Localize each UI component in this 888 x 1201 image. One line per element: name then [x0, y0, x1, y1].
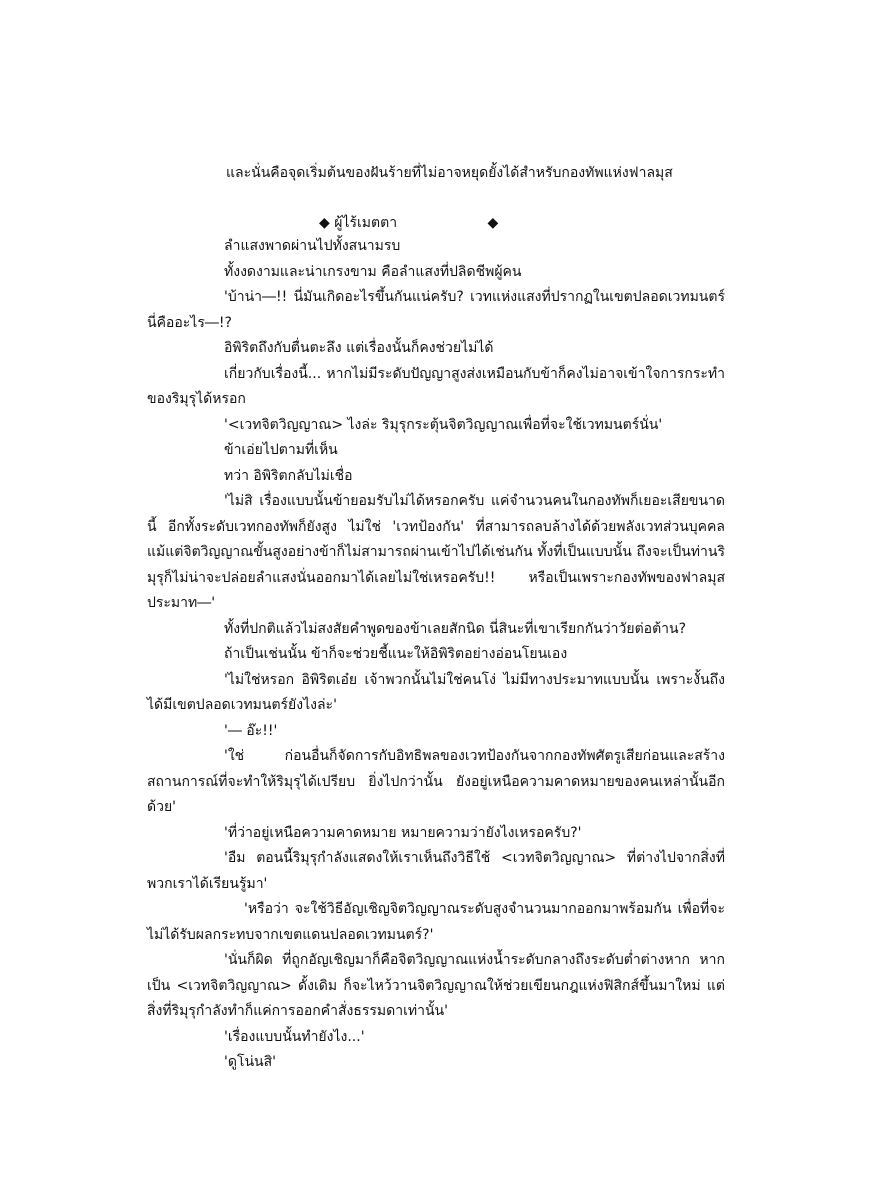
- paragraph: อิพิริตถึงกับตื่นตะลึง แต่เรื่องนั้นก็คงช่วยไม่ได้: [224, 340, 494, 356]
- paragraph: ถ้าเป็นเช่นนั้น ข้าก็จะช่วยชี้แนะให้อิพิริตอย่างอ่อนโยนเอง: [224, 646, 568, 662]
- diamond-left-icon: ◆: [319, 215, 330, 231]
- paragraph: 'ที่ว่าอยู่เหนือความคาดหมาย หมายความว่ายังไงเหรอครับ?': [224, 824, 582, 841]
- section-heading-line: [0, 211, 888, 237]
- section-heading-title: ผู้ไร้เมตตา: [334, 215, 398, 231]
- paragraph: 'ใช่ ก่อนอื่นก็จัดการกับอิทธิพลของเวทป้องกันจากกองทัพศัตรูเสียก่อนและสร้างสถานการณ์ที่จะทำให้ริมุรุได้เปรียบ ยิ่งไปกว่านั้น ยังอยู่เหนือความคาดหมายของคนเหล่านั้นอีกด้วย': [147, 748, 725, 815]
- paragraph: เกี่ยวกับเรื่องนี้... หากไม่มีระดับปัญญาสูงส่งเหมือนกับข้าก็คงไม่อาจเข้าใจการกระทำของริมุรุได้หรอก: [147, 365, 725, 407]
- paragraph: 'ไม่สิ เรื่องแบบนั้นข้ายอมรับไม่ได้หรอกครับ แค่จำนวนคนในกองทัพก็เยอะเสียขนาดนี้ อีกทั้งระดับเวทกองทัพก็ยังสูง ไม่ใช่ 'เวทป้องกัน' ที่สามารถลบล้างได้ด้วยพลังเวทส่วนบุคคล แม้แต่จิตวิญญาณขั้นสูงอย่างข้าก็ไม่สามารถผ่านเข้าไปได้เช่นกัน ทั้งที่เป็นแบบนั้น ถึงจะเป็นท่านริมุรุก็ไม่น่าจะปล่อยลำแสงนั่นออกมาได้เลยไม่ใช่เหรอครับ!! หรือเป็นเพราะกองทัพของฟาลมุสประมาท―': [147, 493, 725, 611]
- paragraph: '<เวทจิตวิญญาณ> ไงล่ะ ริมุรุกระตุ้นจิตวิญญาณเพื่อที่จะใช้เวทมนตร์นั่น': [224, 416, 663, 433]
- section-heading: [0, 211, 888, 237]
- intro-block: [0, 161, 888, 187]
- paragraph: 'ดูโน่นสิ': [224, 1054, 276, 1070]
- paragraph: 'หรือว่า จะใช้วิธีอัญเชิญจิตวิญญาณระดับสูงจำนวนมากออกมาพร้อมกัน เพื่อที่จะไม่ได้รับผลกระทบจากเขตแดนปลอดเวทมนตร์?': [147, 901, 725, 943]
- body-text: [0, 234, 888, 1076]
- paragraph: '― อ๊ะ!!': [224, 722, 278, 739]
- paragraph: ทั้งงดงามและน่าเกรงขาม คือลำแสงที่ปลิดชีพผู้คน: [224, 263, 522, 280]
- paragraph: 'บ้าน่า―!! นี่มันเกิดอะไรขึ้นกันแน่ครับ? เวทแห่งแสงที่ปรากฏในเขตปลอดเวทมนตร์นี่คืออะไร―!?: [147, 289, 725, 331]
- paragraph: ลำแสงพาดผ่านไปทั้งสนามรบ: [224, 238, 401, 254]
- paragraph: ทั้งที่ปกติแล้วไม่สงสัยคำพูดของข้าเลยสักนิด นี่สินะที่เขาเรียกกันว่าวัยต่อต้าน?: [224, 620, 687, 637]
- paragraph: 'ไม่ใช่หรอก อิพิริตเอ๋ย เจ้าพวกนั้นไม่ใช่คนโง่ ไม่มีทางประมาทแบบนั้น เพราะงั้นถึงได้มีเขตปลอดเวทมนตร์ยังไงล่ะ': [147, 671, 725, 713]
- paragraph: ทว่า อิพิริตกลับไม่เชื่อ: [224, 467, 353, 484]
- paragraph: 'นั่นก็ผิด ที่ถูกอัญเชิญมาก็คือจิตวิญญาณแห่งน้ำระดับกลางถึงระดับต่ำต่างหาก หากเป็น <เวทจิตวิญญาณ> ดั้งเดิม ก็จะไหว้วานจิตวิญญาณให้ช่วยเขียนกฎแห่งฟิสิกส์ขึ้นมาใหม่ แต่สิ่งที่ริมุรุกำลังทำก็แค่การออกคำสั่งธรรมดาเท่านั้น': [147, 952, 725, 1019]
- paragraph: ข้าเอ่ยไปตามที่เห็น: [224, 442, 338, 458]
- paragraph: 'เรื่องแบบนั้นทำยังไง...': [224, 1028, 365, 1045]
- intro-paragraph: และนั่นคือจุดเริ่มต้นของฝันร้ายที่ไม่อาจหยุดยั้งได้สำหรับกองทัพแห่งฟาลมุส: [226, 165, 673, 181]
- diamond-right-icon: ◆: [487, 215, 499, 231]
- paragraph: 'อืม ตอนนี้ริมุรุกำลังแสดงให้เราเห็นถึงวิธีใช้ <เวทจิตวิญญาณ> ที่ต่างไปจากสิ่งที่พวกเราได้เรียนรู้มา': [147, 850, 725, 892]
